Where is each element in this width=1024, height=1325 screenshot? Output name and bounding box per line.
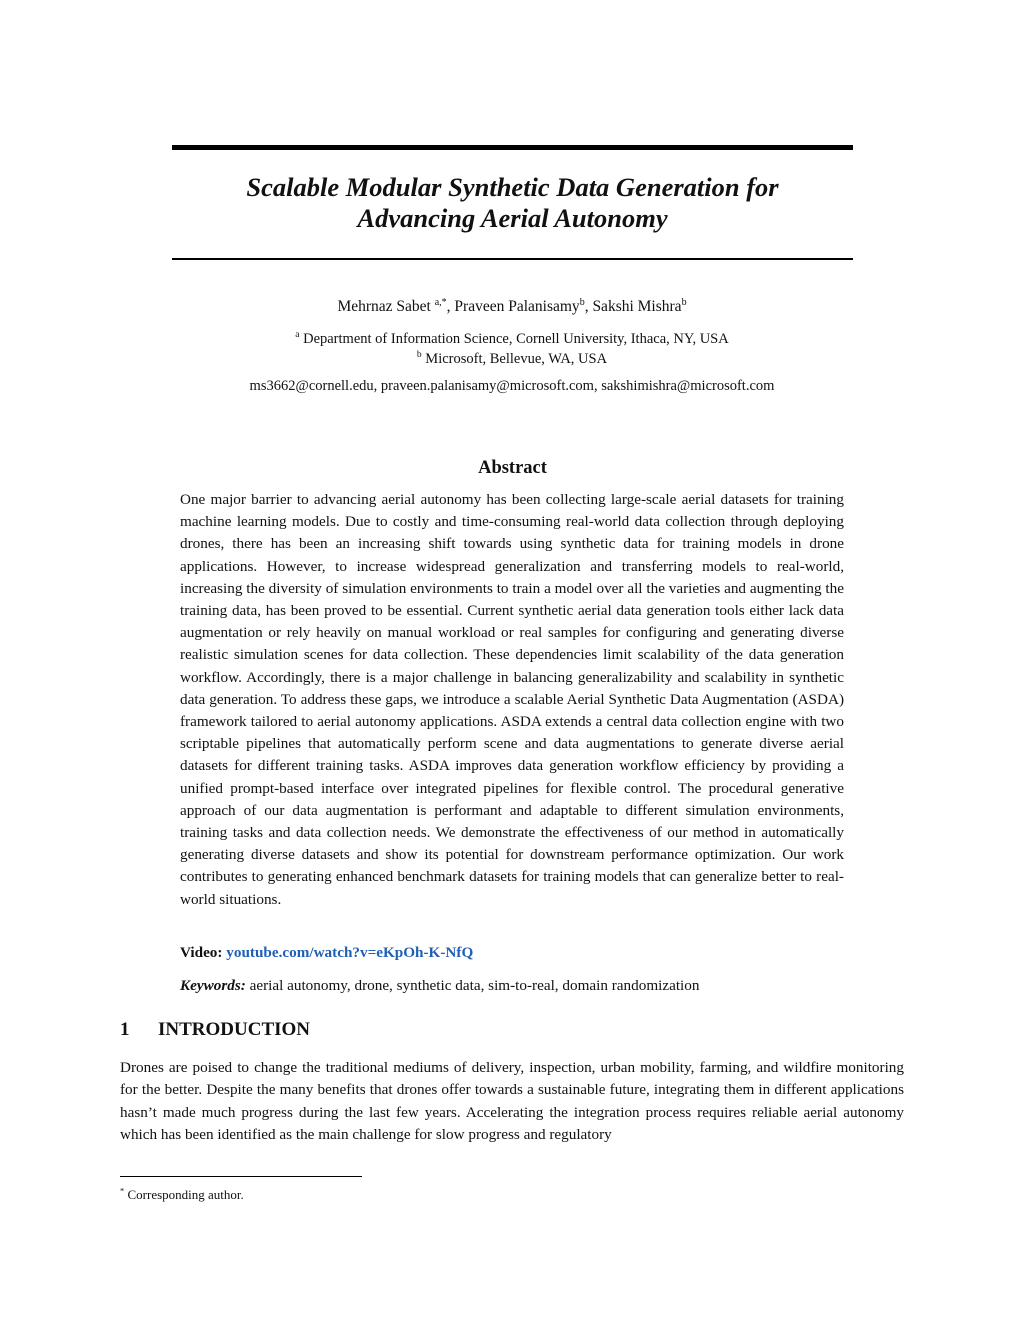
keywords-text: aerial autonomy, drone, synthetic data, sim-to-real, domain randomization — [249, 977, 700, 994]
affiliation-text: Department of Information Science, Cornell University, Ithaca, NY, USA — [303, 331, 729, 347]
abstract-body: One major barrier to advancing aerial autonomy has been collecting large-scale aerial datasets for training machine learning models. Due to costly and time-consuming real-world data collection through deploying drones, there has been an increasing shift towards using synthetic data for training models in drone applications. However, to increase widespread generalization and transferring models to real-world, increasing the diversity of simulation environments to train a model over all the varieties and augmenting the training data, has been proved to be essential. Current synthetic aerial data generation tools either lack data augmentation or rely heavily on manual workload or real samples for configuring and generating diverse realistic simulation scenes for data collection. These dependencies limit scalability of the data generation workflow. Accordingly, there is a major challenge in balancing generalizability and scalability in synthetic data generation. To address these gaps, we introduce a scalable Aerial Synthetic Data Augmentation (ASDA) framework tailored to aerial autonomy applications. ASDA extends a central data collection engine with two scriptable pipelines that automatically perform scene and data augmentations to generate diverse aerial datasets for different training tasks. ASDA improves data generation workflow efficiency by providing a unified prompt-based interface over integrated pipelines for flexible control. The procedural generative approach of our data augmentation is performant and adaptable to different simulation environments, training tasks and data collection needs. We demonstrate the effectiveness of our method in automatically generating diverse datasets and show its potential for downstream performance optimization. Our work contributes to generating enhanced benchmark datasets for training models that can generalize better to real-world situations. — [180, 491, 844, 908]
affiliation — [100, 329, 924, 349]
paper-title-line-1: Scalable Modular Synthetic Data Generation for — [246, 172, 779, 202]
paper-title — [172, 172, 853, 234]
section-title: INTRODUCTION — [158, 1019, 311, 1040]
title-bottom-rule — [172, 258, 853, 260]
paper-title-line-2: Advancing Aerial Autonomy — [357, 203, 668, 233]
author-affiliation-mark: b — [681, 296, 687, 308]
author-name: Praveen Palanisamy — [454, 298, 580, 315]
affiliation-text: Microsoft, Bellevue, WA, USA — [425, 351, 608, 367]
abstract-heading: Abstract — [478, 458, 547, 478]
footnote-text: Corresponding author. — [127, 1187, 244, 1202]
section-heading — [120, 1018, 310, 1042]
author-list: Mehrnaz Sabet $^{a,*}$, Praveen Palanisamy$^b$, Sakshi Mishra$^b$ — [337, 296, 687, 315]
introduction-paragraph: Drones are poised to change the traditional mediums of delivery, inspection, urban mobility, farming, and wildfire monitoring for the better. Despite the many benefits that drones offer towards a sustainable future, integrating them in different applications hasn’t made much progress during the last few years. Accelerating the integration process requires reliable aerial autonomy which has been identified as the main challenge for slow progress and regulatory — [120, 1059, 904, 1143]
video-line — [180, 942, 844, 964]
affiliation-mark: a — [295, 330, 300, 341]
footnote-rule — [120, 1176, 362, 1177]
footnote-mark: * — [120, 1185, 125, 1196]
author-emails: ms3662@cornell.edu, praveen.palanisamy@microsoft.com, sakshimishra@microsoft.com — [249, 378, 775, 394]
affiliation — [100, 349, 924, 369]
video-label: Video: — [180, 944, 223, 961]
author-affiliation-mark: b — [579, 296, 585, 308]
keywords-line — [180, 975, 844, 997]
keywords-label: Keywords: — [180, 977, 246, 994]
author-name: Sakshi Mishra — [592, 298, 682, 315]
video-link[interactable]: youtube.com/watch?v=eKpOh-K-NfQ — [226, 944, 474, 961]
section-number: 1 — [120, 1019, 130, 1040]
author-affiliation-mark: a,* — [434, 296, 447, 308]
author-name: Mehrnaz Sabet — [337, 298, 431, 315]
footnote — [120, 1186, 244, 1204]
title-top-rule — [172, 145, 853, 150]
affiliation-mark: b — [416, 350, 422, 361]
